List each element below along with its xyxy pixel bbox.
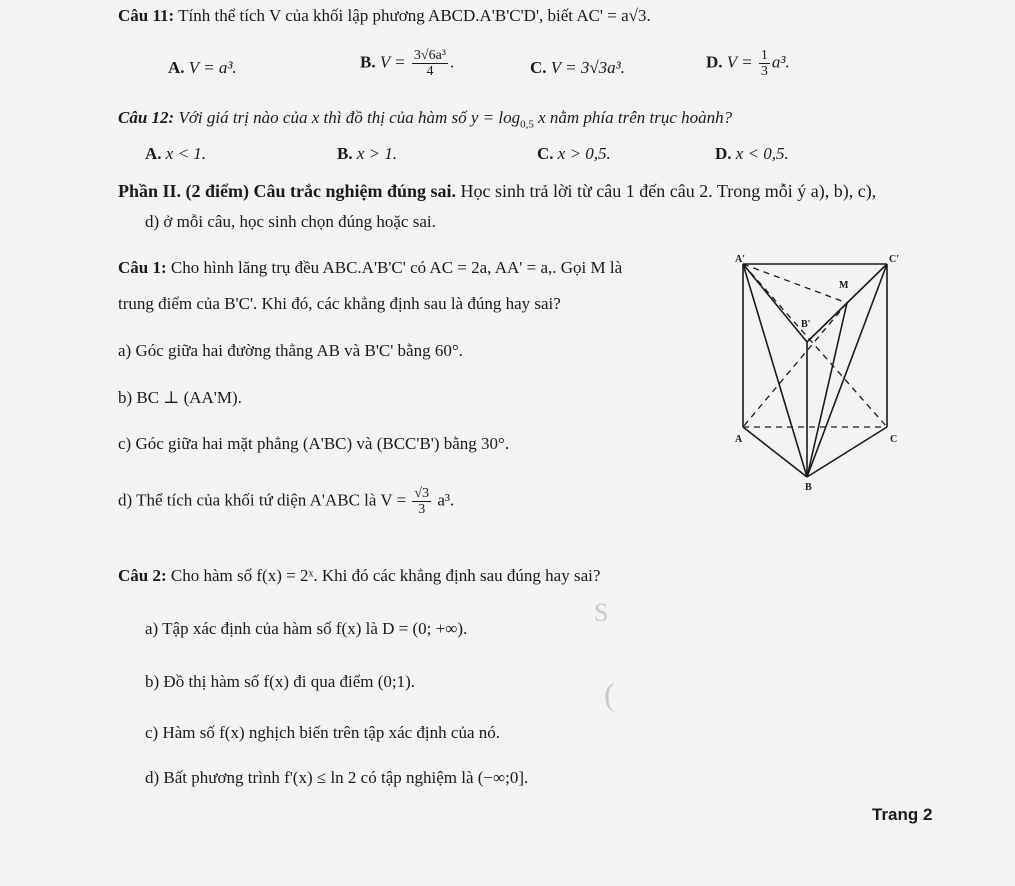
part2-title: Phần II. (2 điểm) Câu trắc nghiệm đúng sai.	[118, 181, 457, 201]
pencil-mark-2: (	[604, 676, 615, 712]
label-M: M	[839, 280, 849, 291]
q11-option-b-fraction: $\frac{\text{3√6a³}}{4}$	[413, 48, 447, 79]
q11-text: Tính thể tích V của khối lập phương ABCD.A'B'C'D', biết AC' = a√3.	[178, 6, 651, 25]
q11-option-b: B. V = $\frac{\text{3√6a³}}{4}$ .	[360, 48, 455, 79]
q11-label: Câu 11:	[118, 6, 175, 25]
label-C: C	[890, 434, 898, 445]
q11-option-c: C. V = 3√3a³.	[530, 58, 626, 77]
c1-item-c: c) Góc giữa hai mặt phẳng (A'BC) và (BCC'B') bằng 30°.	[118, 434, 510, 453]
page-number: Trang 2	[872, 805, 933, 824]
c2-item-b: b) Đồ thị hàm số f(x) đi qua điểm (0;1).	[145, 672, 416, 691]
q11-line	[118, 6, 651, 26]
label-C1: C'	[889, 254, 899, 265]
label-B: B	[805, 482, 812, 492]
c1-item-d: d) Thể tích của khối tứ diện A'ABC là V = $\frac{√3}{3}$ a³.	[118, 486, 455, 517]
c2-item-a: a) Tập xác định của hàm số f(x) là D = (0; +∞).	[145, 619, 468, 638]
c1-item-d-fraction: $\frac{√3}{3}$	[414, 486, 430, 517]
label-A: A	[735, 434, 743, 445]
q11-option-d: D. V = $\frac{1}{3}$ a³.	[706, 48, 790, 79]
q12-label: Câu 12:	[118, 108, 175, 127]
label-B1: B'	[801, 319, 811, 330]
c2-item-c: c) Hàm số f(x) nghịch biến trên tập xác định của nó.	[145, 723, 500, 742]
q12-option-c: C. x > 0,5.	[537, 144, 611, 163]
q11-option-d-fraction: $\frac{1}{3}$	[760, 48, 768, 79]
edge-a1c-hidden	[743, 264, 887, 427]
q12-option-b: B. x > 1.	[337, 144, 398, 163]
c2-line: Câu 2: Cho hàm số f(x) = 2ˣ. Khi đó các khẳng định sau đúng hay sai?	[118, 566, 601, 585]
c2-item-d: d) Bất phương trình f'(x) ≤ ln 2 có tập nghiệm là (−∞;0].	[145, 768, 529, 787]
label-A1: A'	[735, 254, 745, 265]
pencil-mark-1: S	[594, 598, 609, 627]
c1-line1: Câu 1: Cho hình lăng trụ đều ABC.A'B'C' có AC = 2a, AA' = a,. Gọi M là	[118, 258, 623, 277]
c1-item-a: a) Góc giữa hai đường thẳng AB và B'C' bằng 60°.	[118, 341, 463, 360]
q12-option-a: A. x < 1.	[145, 144, 207, 163]
q12-option-d: D. x < 0,5.	[715, 144, 789, 163]
edge-a1b	[743, 264, 807, 477]
edge-mb	[807, 303, 847, 477]
edge-c1b	[807, 264, 887, 477]
part2-intro2: d) ở mỗi câu, học sinh chọn đúng hoặc sai.	[145, 212, 436, 231]
edge-cb	[807, 427, 887, 477]
c1-item-b: b) BC ⊥ (AA'M).	[118, 388, 242, 407]
prism-figure	[735, 252, 905, 492]
c1-label: Câu 1:	[118, 258, 167, 277]
q11-option-a: A. V = a³.	[168, 58, 237, 77]
c1-line2: trung điểm của B'C'. Khi đó, các khẳng định sau là đúng hay sai?	[118, 294, 561, 313]
q12-line: Câu 12: Với giá trị nào của x thì đồ thị của hàm số $y = \log_{0,5} x$ nằm phía trên trục hoành?	[118, 108, 733, 131]
part2-heading: Phần II. (2 điểm) Câu trắc nghiệm đúng sai. Học sinh trả lời từ câu 1 đến câu 2. Trong mỗi ý a), b), c),	[118, 181, 877, 201]
c2-label: Câu 2:	[118, 566, 167, 585]
edge-ab	[743, 427, 807, 477]
